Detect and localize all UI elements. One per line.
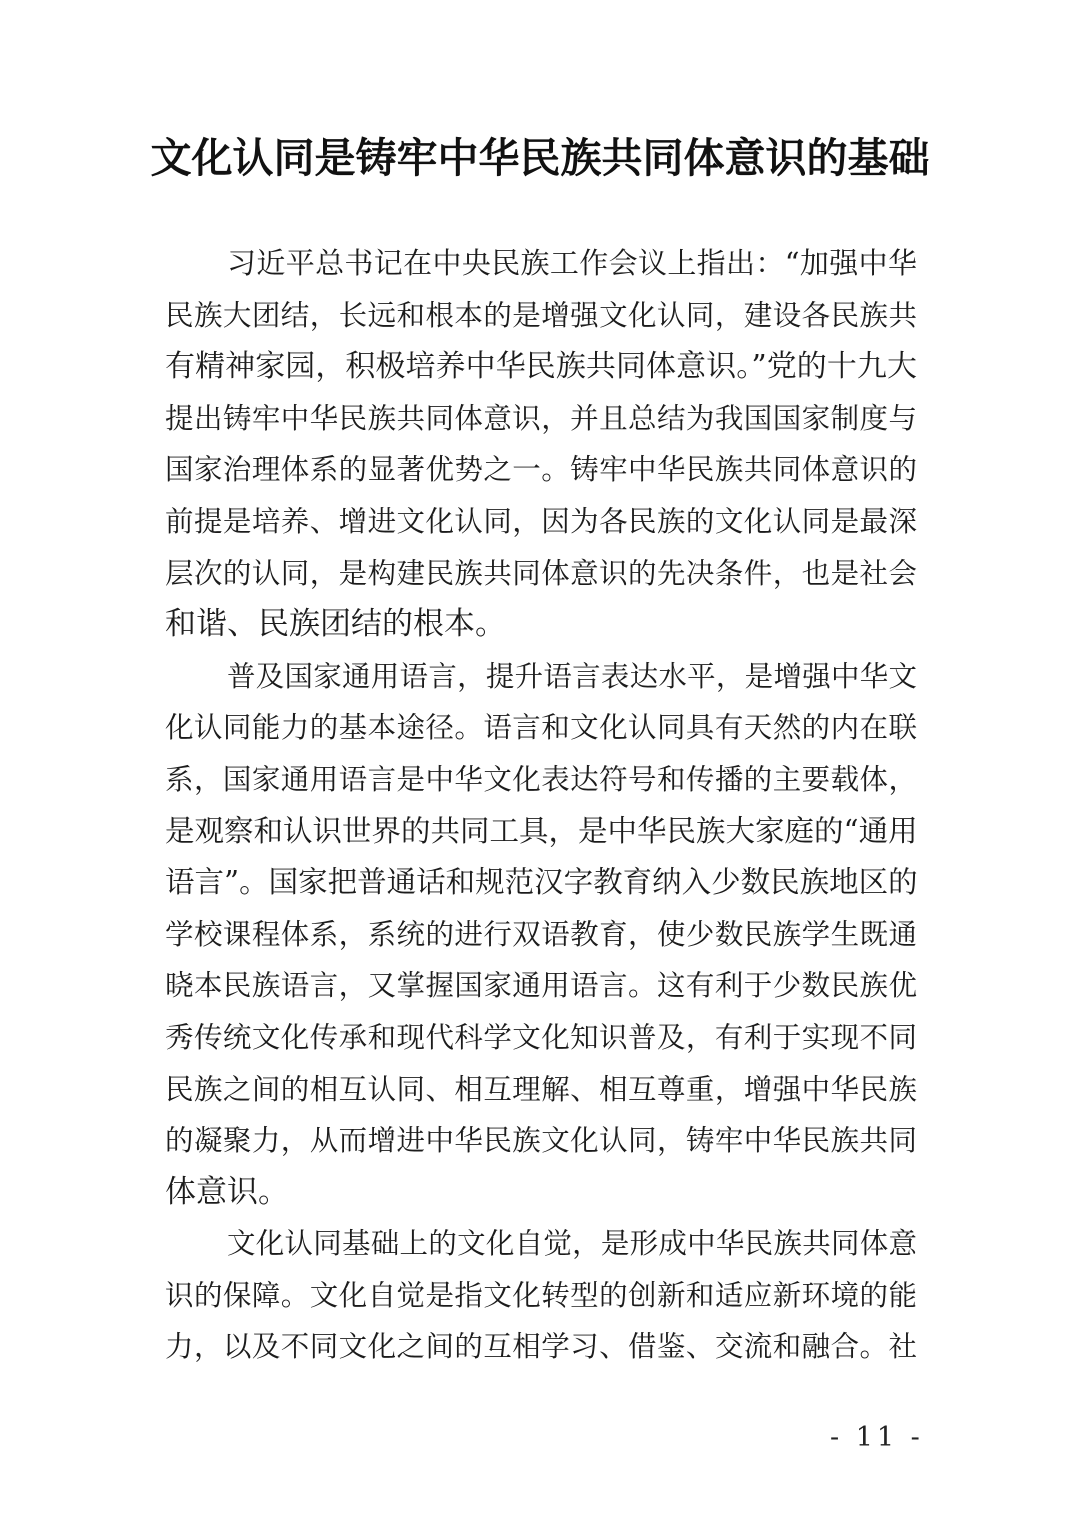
- text-line: 习近平总书记在中央民族工作会议上指出：“加强中华: [227, 246, 917, 280]
- text-line: 的凝聚力，从而增进中华民族文化认同，铸牢中华民族共同: [165, 1124, 917, 1158]
- text-line: 层次的认同，是构建民族共同体意识的先决条件，也是社会: [165, 556, 917, 590]
- text-line: 提出铸牢中华民族共同体意识，并且总结为我国国家制度与: [165, 401, 917, 435]
- text-line: 语言”。国家把普通话和规范汉字教育纳入少数民族地区的: [165, 865, 918, 900]
- text-line: 文化认同基础上的文化自觉，是形成中华民族共同体意: [227, 1227, 917, 1261]
- text-line: 普及国家通用语言，提升语言表达水平，是增强中华文: [227, 659, 917, 693]
- text-line: 秀传统文化传承和现代科学文化知识普及，有利于实现不同: [165, 1020, 917, 1054]
- text-line: 系，国家通用语言是中华文化表达符号和传播的主要载体，: [165, 762, 917, 796]
- text-line: 化认同能力的基本途径。语言和文化认同具有天然的内在联: [165, 711, 917, 745]
- text-line: 晓本民族语言，又掌握国家通用语言。这有利于少数民族优: [165, 969, 917, 1003]
- document-title: 文化认同是铸牢中华民族共同体意识的基础: [150, 134, 930, 182]
- text-line: 力，以及不同文化之间的互相学习、借鉴、交流和融合。社: [165, 1330, 917, 1364]
- text-line: 是观察和认识世界的共同工具，是中华民族大家庭的“通用: [165, 813, 918, 848]
- text-line: 和谐、民族团结的根本。: [165, 606, 506, 643]
- text-line: 国家治理体系的显著优势之一。铸牢中华民族共同体意识的: [165, 453, 917, 487]
- text-line: 民族之间的相互认同、相互理解、相互尊重，增强中华民族: [165, 1072, 917, 1106]
- text-line: 学校课程体系，系统的进行双语教育，使少数民族学生既通: [165, 917, 917, 951]
- text-line: 有精神家园，积极培养中华民族共同体意识。”党的十九大: [165, 349, 917, 385]
- text-line: 体意识。: [165, 1173, 289, 1210]
- text-line: 民族大团结，长远和根本的是增强文化认同，建设各民族共: [165, 298, 917, 332]
- document-body: [165, 238, 917, 1373]
- page-number: - 11 -: [830, 1422, 924, 1453]
- text-line: 识的保障。文化自觉是指文化转型的创新和适应新环境的能: [165, 1278, 917, 1312]
- text-line: 前提是培养、增进文化认同，因为各民族的文化认同是最深: [165, 504, 917, 538]
